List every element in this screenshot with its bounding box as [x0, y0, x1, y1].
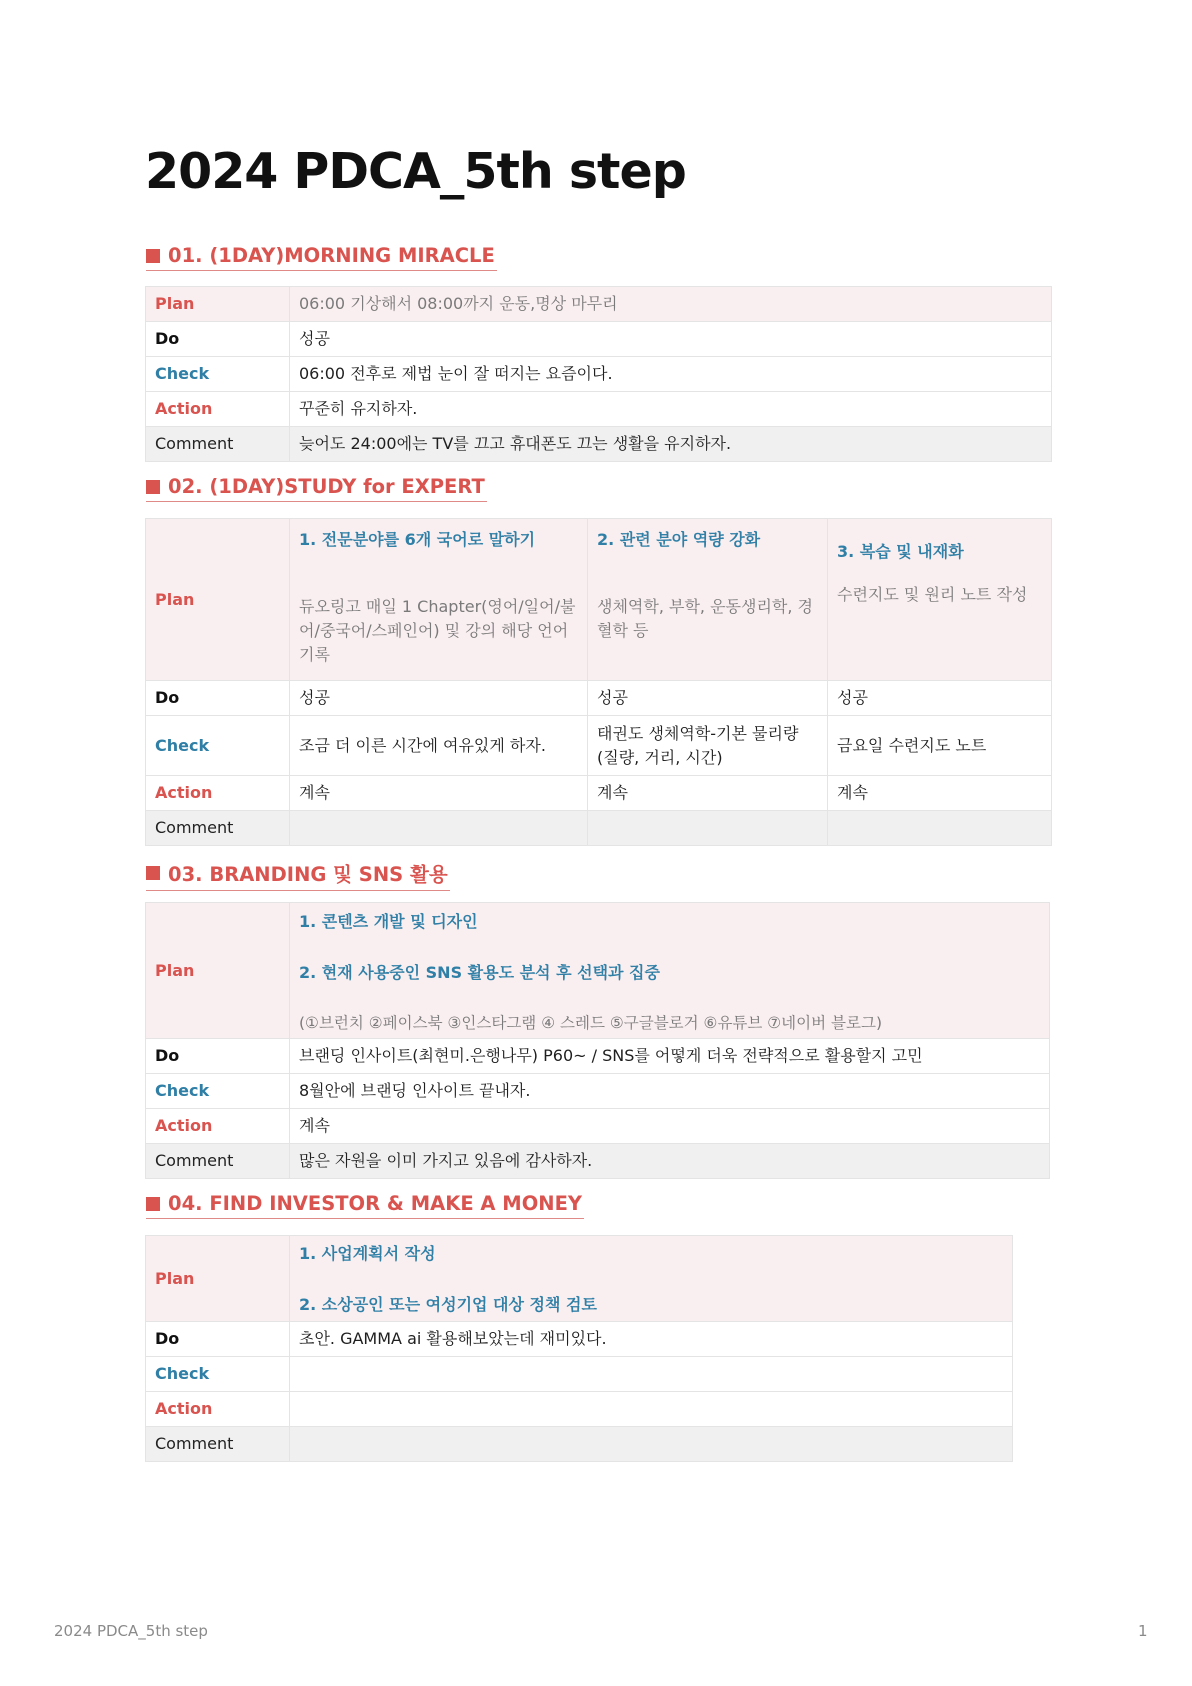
- do-cell: 성공: [828, 681, 1052, 716]
- plan-cell-col3: [828, 519, 1052, 681]
- plan-cell: 06:00 기상해서 08:00까지 운동,명상 마무리: [290, 287, 1052, 322]
- plan-label: Plan: [146, 903, 290, 1039]
- pdca-table-3: [145, 902, 1050, 1179]
- plan-label: Plan: [146, 1236, 290, 1322]
- comment-cell: [828, 811, 1052, 846]
- square-bullet-icon: [146, 249, 160, 263]
- plan-cell: [290, 1236, 1013, 1322]
- do-row: [146, 1039, 1050, 1074]
- do-label: Do: [146, 1322, 290, 1357]
- action-row: [146, 776, 1052, 811]
- plan-row: [146, 287, 1052, 322]
- plan-detail: 수련지도 및 원리 노트 작성: [837, 585, 1028, 604]
- do-cell: 성공: [290, 322, 1052, 357]
- plan-sns-list: (①브런치 ②페이스북 ③인스타그램 ④ 스레드 ⑤구글블로거 ⑥유튜브 ⑦네이버 블로그): [299, 1014, 882, 1032]
- section-heading-2: [146, 475, 487, 502]
- check-cell: 태권도 생체역학-기본 물리량 (질량, 거리, 시간): [588, 716, 828, 776]
- plan-title: 1. 전문분야를 6개 국어로 말하기: [299, 530, 536, 549]
- section-heading-text: 01. (1DAY)MORNING MIRACLE: [168, 244, 495, 267]
- comment-label: Comment: [146, 1144, 290, 1179]
- comment-label: Comment: [146, 1427, 290, 1462]
- page-number: 1: [1138, 1622, 1148, 1640]
- comment-label: Comment: [146, 811, 290, 846]
- check-cell: 금요일 수련지도 노트: [828, 716, 1052, 776]
- action-label: Action: [146, 392, 290, 427]
- plan-row: [146, 903, 1050, 1039]
- action-cell: 계속: [588, 776, 828, 811]
- check-cell: [290, 1357, 1013, 1392]
- comment-cell: 늦어도 24:00에는 TV를 끄고 휴대폰도 끄는 생활을 유지하자.: [290, 427, 1052, 462]
- action-cell: 꾸준히 유지하자.: [290, 392, 1052, 427]
- section-heading-text: 03. BRANDING 및 SNS 활용: [168, 863, 448, 886]
- plan-cell-col1: [290, 519, 588, 681]
- section-heading-4: [146, 1192, 584, 1219]
- do-row: [146, 322, 1052, 357]
- action-cell: [290, 1392, 1013, 1427]
- check-cell: 06:00 전후로 제법 눈이 잘 떠지는 요즘이다.: [290, 357, 1052, 392]
- action-label: Action: [146, 1392, 290, 1427]
- action-cell: 계속: [290, 1109, 1050, 1144]
- comment-row: [146, 1427, 1013, 1462]
- plan-detail: 듀오링고 매일 1 Chapter(영어/일어/불어/중국어/스페인어) 및 강의 해당 언어 기록: [299, 597, 576, 664]
- comment-row: [146, 1144, 1050, 1179]
- plan-title: 2. 관련 분야 역량 강화: [597, 530, 761, 549]
- action-label: Action: [146, 776, 290, 811]
- comment-cell: 많은 자원을 이미 가지고 있음에 감사하자.: [290, 1144, 1050, 1179]
- pdca-table-2: [145, 518, 1052, 846]
- plan-item: 1. 콘텐츠 개발 및 디자인: [299, 912, 478, 931]
- do-row: [146, 1322, 1013, 1357]
- check-label: Check: [146, 716, 290, 776]
- do-label: Do: [146, 322, 290, 357]
- square-bullet-icon: [146, 866, 160, 880]
- check-label: Check: [146, 357, 290, 392]
- footer-title: 2024 PDCA_5th step: [54, 1622, 208, 1640]
- square-bullet-icon: [146, 480, 160, 494]
- page-title: 2024 PDCA_5th step: [145, 143, 686, 200]
- comment-label: Comment: [146, 427, 290, 462]
- pdca-table-4: [145, 1235, 1013, 1462]
- pdca-table-1: [145, 286, 1052, 462]
- check-row: [146, 716, 1052, 776]
- do-cell: 초안. GAMMA ai 활용해보았는데 재미있다.: [290, 1322, 1013, 1357]
- action-cell: 계속: [828, 776, 1052, 811]
- plan-detail: 생체역학, 부학, 운동생리학, 경혈학 등: [597, 597, 813, 640]
- square-bullet-icon: [146, 1197, 160, 1211]
- do-cell: 성공: [588, 681, 828, 716]
- plan-cell-col2: [588, 519, 828, 681]
- section-heading-text: 02. (1DAY)STUDY for EXPERT: [168, 475, 485, 498]
- action-row: [146, 392, 1052, 427]
- section-heading-1: [146, 244, 497, 271]
- check-label: Check: [146, 1357, 290, 1392]
- action-label: Action: [146, 1109, 290, 1144]
- plan-row: [146, 1236, 1013, 1322]
- plan-item: 2. 소상공인 또는 여성기업 대상 정책 검토: [299, 1295, 597, 1314]
- do-cell: 브랜딩 인사이트(최현미.은행나무) P60~ / SNS를 어떻게 더욱 전략적으로 활용할지 고민: [290, 1039, 1050, 1074]
- do-row: [146, 681, 1052, 716]
- action-row: [146, 1392, 1013, 1427]
- comment-cell: [290, 811, 588, 846]
- plan-label: Plan: [146, 519, 290, 681]
- action-cell: 계속: [290, 776, 588, 811]
- check-row: [146, 1357, 1013, 1392]
- section-heading-3: [146, 859, 450, 891]
- check-row: [146, 357, 1052, 392]
- plan-item: 2. 현재 사용중인 SNS 활용도 분석 후 선택과 집중: [299, 963, 660, 982]
- action-row: [146, 1109, 1050, 1144]
- plan-row: [146, 519, 1052, 681]
- comment-cell: [588, 811, 828, 846]
- check-cell: 조금 더 이른 시간에 여유있게 하자.: [290, 716, 588, 776]
- check-row: [146, 1074, 1050, 1109]
- comment-cell: [290, 1427, 1013, 1462]
- comment-row: [146, 427, 1052, 462]
- do-label: Do: [146, 1039, 290, 1074]
- plan-item: 1. 사업계획서 작성: [299, 1244, 436, 1263]
- plan-title: 3. 복습 및 내재화: [837, 542, 964, 561]
- comment-row: [146, 811, 1052, 846]
- do-cell: 성공: [290, 681, 588, 716]
- check-cell: 8월안에 브랜딩 인사이트 끝내자.: [290, 1074, 1050, 1109]
- check-label: Check: [146, 1074, 290, 1109]
- plan-cell: [290, 903, 1050, 1039]
- section-heading-text: 04. FIND INVESTOR & MAKE A MONEY: [168, 1192, 583, 1215]
- do-label: Do: [146, 681, 290, 716]
- plan-label: Plan: [146, 287, 290, 322]
